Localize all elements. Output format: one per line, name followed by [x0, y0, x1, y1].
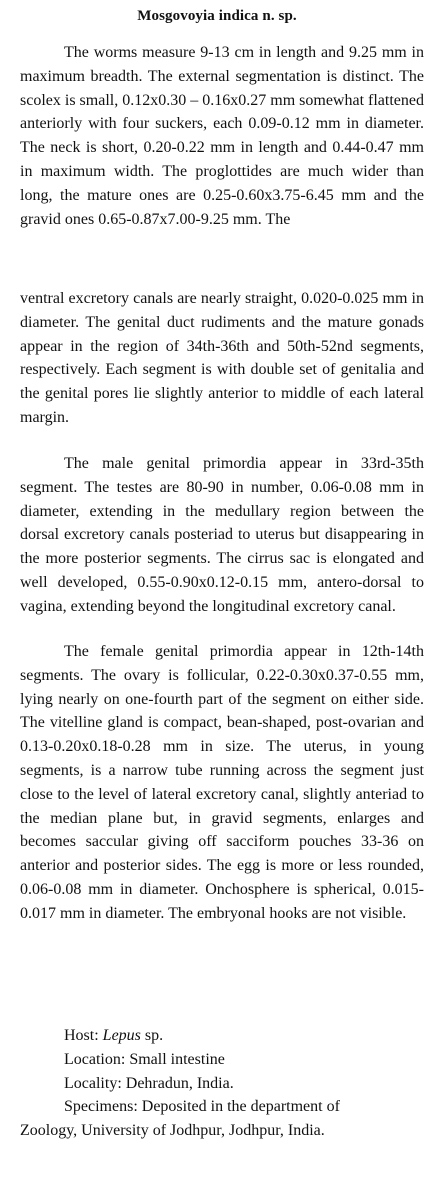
- paragraph-male-genitalia: The male genital primordia appear in 33rd-35th segment. The testes are 80-90 in number, 0.06-0.08 mm in diameter, extending in the medullary region between the dorsal excretory canals posteriad to uterus but disappearing in the more posterior segments. The cirrus sac is elongated and well developed, 0.55-0.90x0.12-0.15 mm, antero-dorsal to vagina, extending beyond the longitudinal excretory canal.: [20, 455, 424, 615]
- specimens-line-continued: Zoology, University of Jodhpur, Jodhpur, India.: [20, 1122, 325, 1140]
- host-suffix: sp.: [140, 1027, 164, 1044]
- host-line: [20, 1024, 424, 1048]
- species-title: Mosgovoyia indica n. sp.: [137, 8, 297, 24]
- paragraph-excretory-canals: ventral excretory canals are nearly straight, 0.020-0.025 mm in diameter. The genital duct rudiments and the mature gonads appear in the region of 34th-36th and 50th-52nd segments, respectively. Each segment is with double set of genitalia and the genital pores lie slightly anterior to middle of each lateral margin.: [20, 290, 424, 426]
- location-line: Location: Small intestine: [64, 1050, 225, 1068]
- host-label: Host:: [64, 1027, 99, 1044]
- specimen-metadata: [20, 1024, 424, 1143]
- host-genus: Lepus: [102, 1027, 141, 1044]
- paragraph-general-description: The worms measure 9-13 cm in length and 9.25 mm in maximum breadth. The external segmentation is distinct. The scolex is small, 0.12x0.30 – 0.16x0.27 mm somewhat flattened anteriorly with four suckers, each 0.09-0.12 mm in diameter. The neck is short, 0.20-0.22 mm in length and 0.44-0.47 mm in maximum width. The proglottides are much wider than long, the mature ones are 0.25-0.60x3.75-6.45 mm and the gravid ones 0.65-0.87x7.00-9.25 mm. The: [20, 44, 424, 228]
- paragraph-female-genitalia: The female genital primordia appear in 12th-14th segments. The ovary is follicular, 0.22-0.30x0.37-0.55 mm, lying nearly on one-fourth part of the segment on either side. The vitelline gland is compact, bean-shaped, post-ovarian and 0.13-0.20x0.18-0.28 mm in size. The uterus, in young segments, is a narrow tube running across the segment just close to the level of lateral excretory canal, slightly anteriad to the median plane but, in gravid segments, enlarges and becomes saccular giving off sacciform pouches 33-36 on anterior and posterior sides. The egg is more or less rounded, 0.06-0.08 mm in diameter. Onchosphere is spherical, 0.015-0.017 mm in diameter. The embryonal hooks are not visible.: [20, 643, 424, 922]
- locality-line: Locality: Dehradun, India.: [64, 1074, 234, 1092]
- specimens-line: Specimens: Deposited in the department of: [64, 1098, 340, 1116]
